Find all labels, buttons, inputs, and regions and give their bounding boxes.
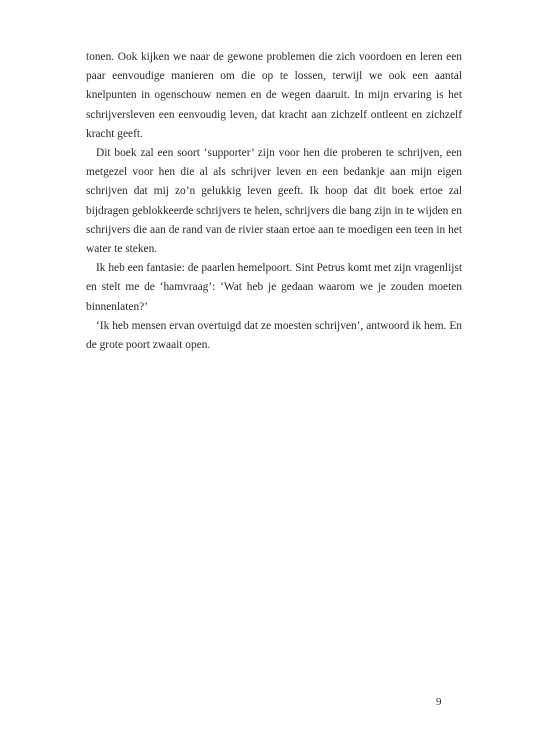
paragraph-1: tonen. Ook kijken we naar de gewone problemen die zich voordoen en leren een paar eenvoudige manieren om die op te lossen, terwijl we ook een aantal knelpunten in ogenschouw nemen en de wegen daaruit. In mijn ervaring is het schrijversleven een eenvoudig leven, dat kracht aan zichzelf ontleent en zichzelf kracht geeft. [86,51,462,140]
paragraph-4: ‘Ik heb mensen ervan overtuigd dat ze moesten schrijven’, antwoord ik hem. En de grote poort zwaait open. [86,319,462,352]
body-text [86,48,462,355]
page-number: 9 [436,696,442,708]
paragraph-3: Ik heb een fantasie: de paarlen hemelpoort. Sint Petrus komt met zijn vragenlijst en stelt me de ‘hamvraag’: ‘Wat heb je gedaan waarom we je zouden moeten binnenlaten?’ [86,262,462,313]
paragraph-2: Dit boek zal een soort ‘supporter’ zijn voor hen die proberen te schrijven, een metgezel voor hen die al als schrijver leven en een bedankje aan mijn eigen schrijven dat mij zo’n gelukkig leven geeft. Ik hoop dat dit boek ertoe zal bijdragen geblokkeerde schrijvers te helen, schrijvers die bang zijn in te wijden en schrijvers die aan de rand van de rivier staan ertoe aan te moedigen een teen in het water te steken. [86,147,462,256]
